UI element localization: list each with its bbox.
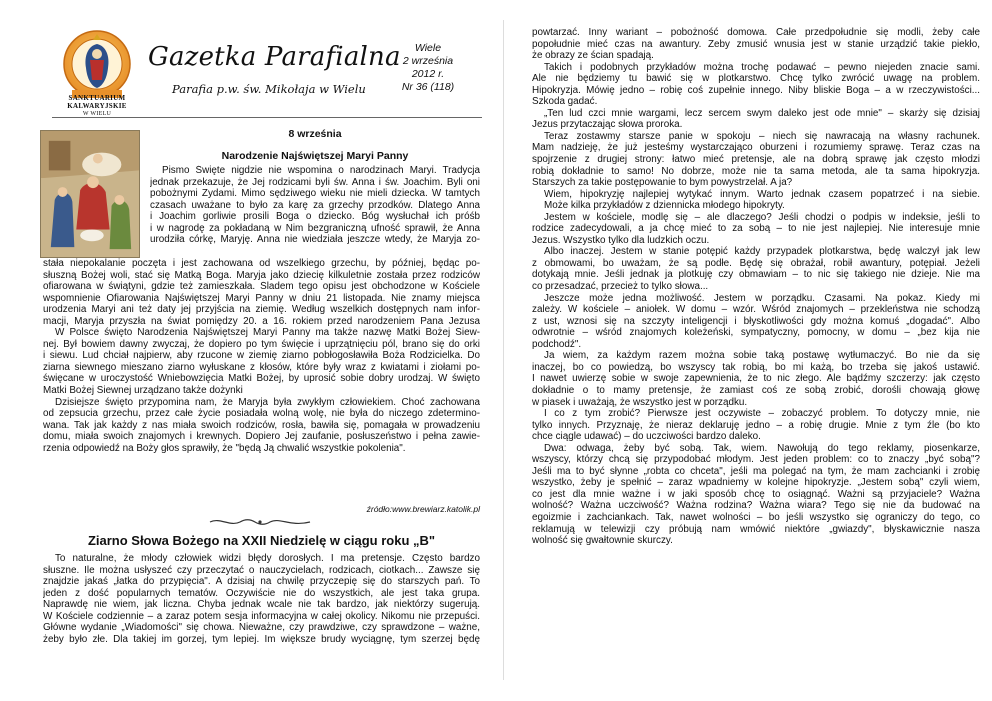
page-gutter	[503, 20, 504, 680]
text-line: chce ciągle udawać) – do uczciwości bardzo daleko.	[532, 431, 761, 443]
article-body-wide	[43, 258, 480, 454]
issue-number: Nr 36 (118)	[401, 81, 455, 93]
text-line: i siewu. Lud chciał najpierw, aby rzucone w ziemię ziarno pobłogosławiła Boża Rodzicielka. Do	[43, 350, 480, 362]
text-line: W Polsce święto Narodzenia Najświętszej Maryi Panny ma także nazwę Matki Bożej Siew-	[55, 327, 480, 339]
text-line: pobożnymi Żydami. Mimo sędziwego wieku nie mieli dziecka. W tamtych	[150, 188, 480, 200]
article-source: źródło:www.brewiarz.katolik.pl	[366, 504, 480, 514]
text-line: słuszne. Ile można usłyszeć czy przeczytać o nauczycielach, rodzicach, ciotkach... Zawsze się	[43, 564, 480, 576]
text-line: Hipokryzja. Mówię jedno – robię coś zupełnie innego. Niby bliskie Boga – a w rzeczywistości...	[532, 84, 980, 96]
text-line: rzenia odpowiedź na Boży głos sprawiły, że "będą Ją chwalić wszystkie pokolenia".	[43, 442, 406, 454]
text-line: egoizmie i zachciankach. Tak, nawet wolności – bo jeśli wszystko się ograniczy do tego, co	[532, 511, 980, 523]
text-line: dokładnie o to mamy pretensje, że zamiast coś ze sobą zrobić, dorośli chowają głowę	[532, 384, 980, 396]
ornament-divider	[190, 517, 330, 527]
article-date: 8 września	[288, 128, 342, 140]
text-line: Wiem, hipokryzję najlepiej wytykać innym. Warto jednak czasem popatrzeć i na siebie.	[544, 188, 980, 200]
text-line: „Ten lud czci mnie wargami, lecz sercem swym daleko jest ode mnie" – skarży się dzisiaj	[544, 107, 980, 119]
text-line: w piasek i uważają, że wszystko jest w porządku.	[532, 396, 748, 408]
logo-line-2: KALWARYJSKIE	[67, 102, 127, 110]
text-line: czasach uważane to było za karę za grzechy przodków. Dlatego Anna	[150, 199, 480, 211]
text-line: z ust, wznosi się na szczyty inteligencji i błyskotliwości gdy można komuś „dogadać". Albo	[532, 315, 980, 327]
text-line: robią dokładnie to samo! No dobrze, może nie ta sama metoda, ale ta sama hipokryzja.	[532, 165, 980, 177]
nativity-of-mary-painting	[40, 130, 140, 258]
text-line: od zepsucia grzechu, przez całe życie posiadała wolną wolę, nie była do niczego zdetermino-	[43, 408, 480, 420]
logo-line-3: W WIELU	[82, 111, 112, 117]
text-line: Szkoda gadać.	[532, 96, 598, 108]
logo-caption	[50, 94, 144, 118]
issue-year: 2012 r.	[411, 68, 445, 80]
article2-body-right	[532, 27, 980, 547]
text-line: i w nagrodę za pokładaną w Nim bezgraniczną ufność sprawił, że Anna	[150, 222, 480, 234]
newsletter-title: Gazetka Parafialna	[148, 42, 401, 72]
text-line: W Kościele codziennie – a zaraz potem sesja informacyjna w całej okolicy. Nikomu nie przepuści.	[43, 610, 480, 622]
text-line: I co z tym zrobić? Pierwsze jest oczywiste – zobaczyć problem. To dotyczy mnie, nie	[544, 408, 980, 420]
text-line: To naturalne, że młody człowiek widzi błędy dorosłych. I ma pretensje. Często bardzo	[55, 553, 480, 564]
text-line: Jestem w kościele, modlę się – ale dlaczego? Jeśli chodzi o podpis w indeksie, jeśli to	[544, 211, 980, 223]
text-line: Dzisiejsze święto przypomina nam, że Maryja była zwykłym człowiekiem. Choć zachowana	[55, 396, 480, 408]
text-line: zależy. W kościele – aniołek. W domu – wzór. Wśród znajomych – przekleństwa nie schodzą	[532, 304, 980, 316]
text-line: inaczej, bo co powiedzą, bo wszyscy tak robią, bo mi każą, bo trzeba się jakoś ustawić.	[532, 361, 980, 373]
text-line: Naprawdę nie wiem, jak liczna. Chyba jednak wcale nie tak bardzo, jak niektórzy sugerują.	[43, 599, 480, 611]
text-line: podchodź".	[532, 338, 582, 350]
text-line: Może kilka przykładów z dziennicka młodego hipokryty.	[544, 200, 785, 212]
text-line: I nawet uwierzę sobie w swoje zapewnienia, że to nic złego. Ale bądźmy szczerzy: jak często	[532, 373, 980, 385]
text-line: powtarzać. Inny wariant – pobożność domowa. Całe przedpołudnie się modli, żeby całe	[532, 27, 980, 38]
issue-place: Wiele	[414, 42, 442, 54]
text-line: domu, miała swoich znajomych i krewnych. Dopiero Jej zaufanie, posłuszeństwo i pełna zawie-	[43, 431, 480, 443]
newsletter-subtitle: Parafia p.w. św. Mikołaja w Wielu	[172, 82, 366, 96]
text-line: słuszną Bożej woli, stać się Matką Boga. Maryja jako dziecię kilkuletnie została przez rodziców	[43, 269, 480, 281]
text-line: stała niepokalanie poczęta i jest zachowana od wszelkiego grzechu, by później, będąc po-	[43, 258, 480, 269]
text-line: co jest dla mnie ważne i w jaki sposób chcę to osiągnąć. Ważni są przyjaciele? Ważna	[532, 488, 980, 500]
text-line: Jeśli ma to być słynne „robta co chceta", jeśli ma polegać na tym, że mam zachcianki i zrobię	[532, 465, 980, 477]
text-line: tylko innych. Przyznaję, że nieraz deklaruję jedno – a robię drugie. Mnie z tym źle (bo kto	[532, 419, 980, 431]
text-line: święcane w uroczystość Wniebowzięcia Matki Bożej, by uprosić sobie dobry urodzaj. W święto	[43, 373, 480, 385]
text-line: rodzice zadecydowali, a ja chcę mieć to za sobą – to nie jest najlepiej. Nie interesuje mnie	[532, 223, 980, 235]
text-line: Starszych za takie postępowanie to bym powystrzelał. A ja?	[532, 177, 793, 189]
article-title: Narodzenie Najświętszej Maryi Panny	[221, 150, 409, 162]
text-line: dotykają mnie. Jeśli jednak ja plotkuję czy obmawiam – to nic się takiego nie dzieje. Nie ma	[532, 269, 980, 281]
text-line: że obrazy ze ścian spadają.	[532, 50, 654, 62]
logo-line-1: SANKTUARIUM	[68, 94, 126, 102]
text-line: co przesadzać, przecież to tylko słowa...	[532, 281, 709, 293]
right-page	[510, 0, 992, 701]
text-line: i Joachim gorliwie prosili Boga o dziecko. Bóg wysłuchał ich próśb	[150, 211, 480, 223]
text-line: urodziła córkę, Maryję. Anna nie wiedziała jeszcze wtedy, że Maryja zo-	[150, 234, 480, 246]
text-line: jednak przekazuje, że Jej rodzicami byli św. Anna i św. Joachim. Byli oni	[150, 176, 480, 188]
text-line: Teraz zostawmy starsze panie w spokoju – niech się nawracają na własny rachunek.	[544, 130, 980, 142]
text-line: jeden z dość popularnych tematów. Oczywiście nie do wszystkich, ale jest taka grupa.	[43, 587, 480, 599]
text-line: popołudnie mieć czas na awantury. Żeby zmusić wnusia jest w stanie urządzić takie piekło,	[532, 38, 980, 50]
text-line: wolność? Ważna uczciwość? Ważna rodzina? Ważna wiara? Tego się nie da budować na	[532, 500, 980, 512]
issue-date: 2 września	[402, 55, 454, 67]
text-line: reklamują w telewizji czy próbują nam wmówić niektóre „gwiazdy", błyskawicznie nasza	[532, 523, 980, 535]
text-line: Ja wiem, za każdym razem można sobie taką postawę wytłumaczyć. Bo nie da się	[544, 350, 980, 362]
text-line: Takich i podobnych przykładów można trochę podawać – pewno niejeden znacie sami.	[544, 61, 980, 73]
text-line: ziarna siewnego mieszano ziarno wyłuskane z kłosów, które były wraz z kwiatami i ziołami po-	[43, 361, 480, 373]
text-line: Jeszcze może jedna możliwość. Jestem w porządku. Czasami. Na pokaz. Kiedy mi	[544, 292, 980, 304]
article2-body-left	[43, 553, 480, 645]
text-line: odwrotnie – wśród znajomych koleżeński, sympatyczny, pomocny, w domu – „bez kija nie	[532, 327, 980, 339]
text-line: Dwa: odwaga, żeby być sobą. Tak, wiem. Nawołują do tego reklamy, piosenkarze,	[544, 442, 980, 454]
text-line: wszystko, żeby je spełnić – zaraz wpadniemy w kolejne hipokryzje. „Jestem sobą" czyli wiem,	[532, 477, 980, 489]
text-line: Ale nie będziemy tu bawić się w plotkarstwo. Chcę tylko zwrócić uwagę na problem.	[532, 73, 980, 85]
issue-info	[395, 42, 461, 94]
text-line: Jezus. Wszystko tylko dla ludzkich oczu.	[532, 234, 710, 246]
article-body-narrow	[150, 165, 480, 246]
text-line: Jezus przytaczając słowa proroka.	[532, 119, 683, 131]
text-line: Mam nadzieję, że już jesteśmy wystarczająco oburzeni i rozumiemy sprawę. Teraz czas na	[532, 142, 980, 154]
article2-title: Ziarno Słowa Bożego na XXII Niedzielę w ciągu roku „B"	[87, 533, 436, 548]
text-line: wspomnienie Ofiarowania Najświętszej Maryi Panny w dniu 21 listopada. Nie znamy miejsca	[43, 292, 480, 304]
text-line: Albo inaczej. Jestem w stanie potępić każdy przypadek plotkarstwa, będę walczył jak lew	[544, 246, 980, 258]
text-line: Matki Bożej Siewnej urządzano także dożynki	[43, 385, 243, 397]
text-line: wana. Tak jak każdy z nas miała swoich rodziców, rosła, bawiła się, pomagała w prowadzeniu	[43, 419, 480, 431]
text-line: Pismo Święte nigdzie nie wspomina o narodzinach Maryi. Tradycja	[162, 165, 480, 176]
text-line: urodzenia Maryi ani też daty jej przyjścia na ziemię. Według wszelkich dostępnych nam infor-	[43, 304, 480, 316]
text-line: nej. Był bowiem dawny zwyczaj, że dopiero po tym święcie i uprzątnięciu pól, brano się do orki	[43, 338, 480, 350]
text-line: macji, Maryja przyszła na świat pomiędzy 20. a 16. rokiem przed narodzeniem Pana Jezusa	[43, 315, 480, 327]
text-line: znajdzie jakaś „łatka do przypięcia". A dzisiaj na chwilę przyczepię się do starszych pań. To	[43, 576, 480, 588]
text-line: żeby było złe. Dla takiej im gorzej, tym lepiej. Im większe brudy wyciągnę, tym szerzej będę	[43, 633, 480, 645]
text-line: Główne wydanie „Wiadomości" się chowa. Nieważne, czy prawdziwe, czy sprawdzone – ważne,	[43, 622, 480, 634]
text-line: spojrzenie z drugiej strony: łatwo mieć pretensje, ale na dobrą sprawę jak często młodzi	[532, 154, 980, 166]
masthead-rule	[52, 117, 482, 118]
text-line: ofiarowana w świątyni, gdzie też zamieszkała. Śladem tego opisu jest obchodzone w Kościele	[43, 281, 480, 293]
text-line: z obmowami, bo uważam, że są podłe. Będę się obrażał, robił awantury, potępiał. Jeżeli	[532, 257, 980, 269]
text-line: wszyscy, którzy chcą się przypodobać młodym. Jest jeden problem: co to znaczy „być sobą"?	[532, 454, 980, 466]
text-line: wolność się gwałtownie skurczy.	[532, 535, 673, 547]
